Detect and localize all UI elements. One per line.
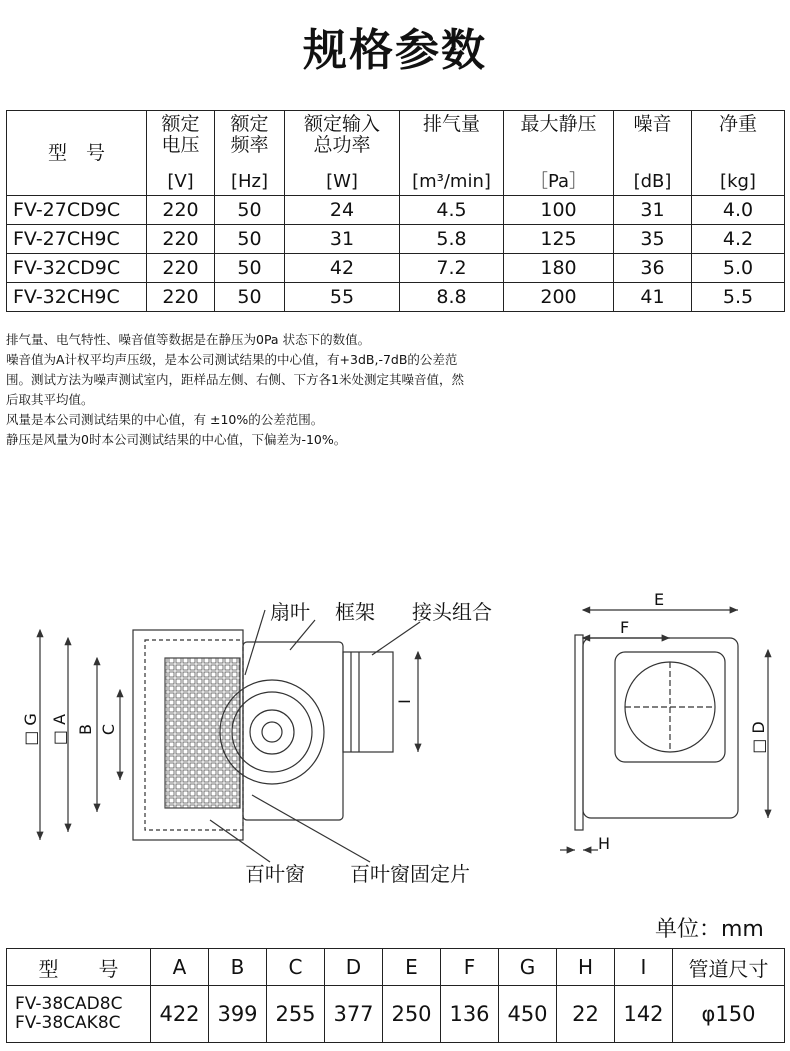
table-cell: 220 — [147, 254, 215, 283]
spec-table — [6, 110, 785, 312]
table-cell: FV-32CH9C — [7, 283, 147, 312]
table-cell: 55 — [285, 283, 400, 312]
spec-notes — [6, 330, 566, 450]
table-cell: 35 — [614, 225, 692, 254]
table-cell: 31 — [285, 225, 400, 254]
dim-label-I: I — [394, 699, 414, 704]
table-cell: 41 — [614, 283, 692, 312]
table-cell: 125 — [504, 225, 614, 254]
table-cell: 50 — [215, 196, 285, 225]
dim-label-G: □ G — [20, 713, 40, 746]
unit-label: 单位：mm — [655, 917, 764, 942]
table-cell: 5.8 — [400, 225, 504, 254]
table-header-cell: G — [499, 949, 557, 986]
leader-grille-clip — [252, 795, 370, 862]
table-cell: 422 — [151, 986, 209, 1043]
table-cell: 36 — [614, 254, 692, 283]
spec-header-airflow: 排气量 [m³/min] — [400, 111, 504, 196]
leader-grille — [210, 820, 270, 862]
grille-mesh — [165, 658, 240, 808]
front-view — [560, 610, 768, 850]
label-grille: 百叶窗 — [245, 862, 305, 886]
dim-label-B: B — [75, 724, 95, 735]
table-row — [7, 254, 785, 283]
table-row — [7, 986, 785, 1043]
dimension-table — [6, 948, 785, 1043]
table-cell: 50 — [215, 283, 285, 312]
spec-header-voltage: 额定 电压 [V] — [147, 111, 215, 196]
fan-housing — [243, 642, 343, 820]
spec-header-frequency: 额定 频率 [Hz] — [215, 111, 285, 196]
model-name: FV-38CAD8C — [15, 994, 123, 1014]
table-cell: 250 — [383, 986, 441, 1043]
note-line: 后取其平均值。 — [6, 392, 94, 407]
table-cell: 142 — [615, 986, 673, 1043]
table-cell: 200 — [504, 283, 614, 312]
note-line: 风量是本公司测试结果的中心值，有 ±10%的公差范围。 — [6, 412, 324, 427]
table-cell: 255 — [267, 986, 325, 1043]
dim-model-cell — [7, 986, 151, 1043]
table-cell: 7.2 — [400, 254, 504, 283]
table-cell: 180 — [504, 254, 614, 283]
note-line: 排气量、电气特性、噪音值等数据是在静压为0Pa 状态下的数值。 — [6, 332, 371, 347]
page-title: 规格参数 — [303, 25, 487, 76]
dim-label-A: □ A — [50, 713, 70, 746]
dim-label-F: F — [620, 618, 630, 637]
label-adapter: 接头组合 — [412, 600, 492, 624]
table-cell: 4.2 — [692, 225, 785, 254]
table-cell: 377 — [325, 986, 383, 1043]
table-cell: 5.0 — [692, 254, 785, 283]
table-cell: 42 — [285, 254, 400, 283]
table-header-cell: H — [557, 949, 615, 986]
table-header-cell: 管道尺寸 — [673, 949, 785, 986]
leader-adapter — [372, 622, 420, 655]
table-cell: 220 — [147, 283, 215, 312]
spec-header-noise: 噪音 [dB] — [614, 111, 692, 196]
table-cell: 4.0 — [692, 196, 785, 225]
table-header-cell: D — [325, 949, 383, 986]
front-flange — [575, 635, 583, 830]
table-header-cell: I — [615, 949, 673, 986]
table-header-cell: C — [267, 949, 325, 986]
side-view — [40, 610, 420, 862]
table-cell: 399 — [209, 986, 267, 1043]
dim-label-C: C — [99, 723, 119, 736]
label-grille-clip: 百叶窗固定片 — [350, 862, 470, 886]
front-housing — [583, 638, 738, 818]
table-cell: 4.5 — [400, 196, 504, 225]
table-row — [7, 225, 785, 254]
dim-header-row — [7, 949, 785, 986]
dim-label-E: E — [654, 590, 665, 609]
fan-center — [262, 722, 282, 742]
dim-label-H: H — [598, 834, 611, 853]
table-header-cell: A — [151, 949, 209, 986]
spec-header-power: 额定输入 总功率 [W] — [285, 111, 400, 196]
table-cell: 220 — [147, 225, 215, 254]
table-cell: 5.5 — [692, 283, 785, 312]
note-line: 噪音值为A计权平均声压级，是本公司测试结果的中心值，有+3dB,-7dB的公差范 — [6, 352, 458, 367]
note-line: 静压是风量为0时本公司测试结果的中心值，下偏差为-10%。 — [6, 432, 347, 447]
table-cell: 100 — [504, 196, 614, 225]
label-frame: 框架 — [335, 600, 375, 624]
table-cell: 22 — [557, 986, 615, 1043]
table-header-cell: E — [383, 949, 441, 986]
fan-hub — [250, 710, 294, 754]
table-row — [7, 196, 785, 225]
model-name: FV-38CAK8C — [15, 1013, 121, 1033]
table-cell: FV-27CH9C — [7, 225, 147, 254]
table-header-cell: F — [441, 949, 499, 986]
table-cell: FV-32CD9C — [7, 254, 147, 283]
table-row — [7, 283, 785, 312]
table-cell: 50 — [215, 225, 285, 254]
table-cell: 31 — [614, 196, 692, 225]
spec-header-weight: 净重 [kg] — [692, 111, 785, 196]
label-fan: 扇叶 — [270, 600, 310, 624]
fan-blade-inner — [232, 692, 312, 772]
table-header-cell: 型 号 — [7, 949, 151, 986]
note-line: 围。测试方法为噪声测试室内，距样品左侧、右侧、下方各1米处测定其噪音值，然 — [6, 372, 464, 387]
table-cell: 24 — [285, 196, 400, 225]
spec-header-row — [7, 111, 785, 196]
table-cell: 450 — [499, 986, 557, 1043]
spec-header-static-pressure: 最大静压 ［Pa］ — [504, 111, 614, 196]
dimension-diagram — [0, 580, 790, 910]
table-cell: 136 — [441, 986, 499, 1043]
table-cell: 8.8 — [400, 283, 504, 312]
table-cell: 50 — [215, 254, 285, 283]
table-cell: 220 — [147, 196, 215, 225]
table-header-cell: B — [209, 949, 267, 986]
spec-header-model: 型 号 — [7, 111, 147, 196]
table-cell: FV-27CD9C — [7, 196, 147, 225]
table-cell: φ150 — [673, 986, 785, 1043]
dim-label-D: □ D — [748, 721, 768, 754]
